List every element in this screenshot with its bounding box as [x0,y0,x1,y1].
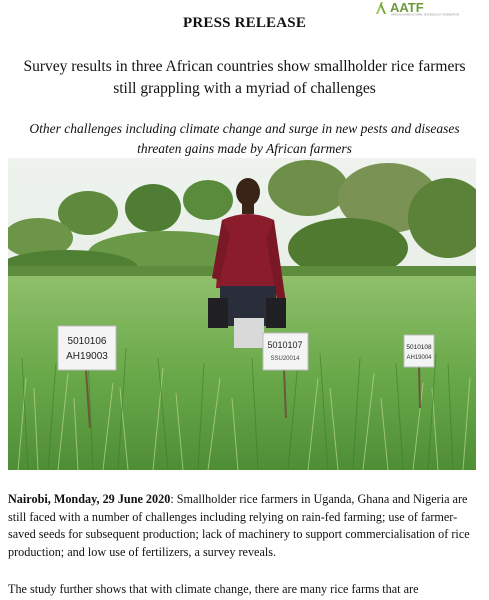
plot-sign-3-line2: AH19004 [406,355,432,361]
body-paragraph-2: The study further shows that with climate change, there are many rice farms that are [8,582,419,596]
plot-sign-1-line1: 5010106 [67,336,107,347]
body-paragraph-1 [8,491,474,561]
rice-field-photo [8,158,476,470]
press-release-title: PRESS RELEASE [182,15,307,31]
plot-sign-2-line1: 5010107 [267,340,303,350]
headline: Survey results in three African countries show smallholder rice farmers still grappling with a myriad of challenges [23,58,466,97]
plot-sign-1-line2: AH19003 [66,351,108,362]
aatf-logo [372,0,489,16]
logo-tagline: AFRICAN AGRICULTURAL TECHNOLOGY FOUNDATION [391,13,460,16]
plot-sign-3-line1: 5010108 [406,344,432,351]
logo-wordmark: AATF [390,0,424,15]
subheadline: Other challenges including climate change and surge in new pests and diseases threaten gains made by African farmers [29,121,460,156]
plot-sign-2-line2: SSU20014 [270,356,300,362]
dateline: Nairobi, Monday, 29 June 2020 [8,492,171,506]
paragraph-1-text: : Smallholder rice farmers in Uganda, Ghana and Nigeria are still faced with a number of challenges including relying on rain-fed farming; use of farmer-saved seeds for subsequent production; lack of machinery to support commercialisation of rice production; and low use of fertilizers, a survey reveals. [8,492,470,559]
